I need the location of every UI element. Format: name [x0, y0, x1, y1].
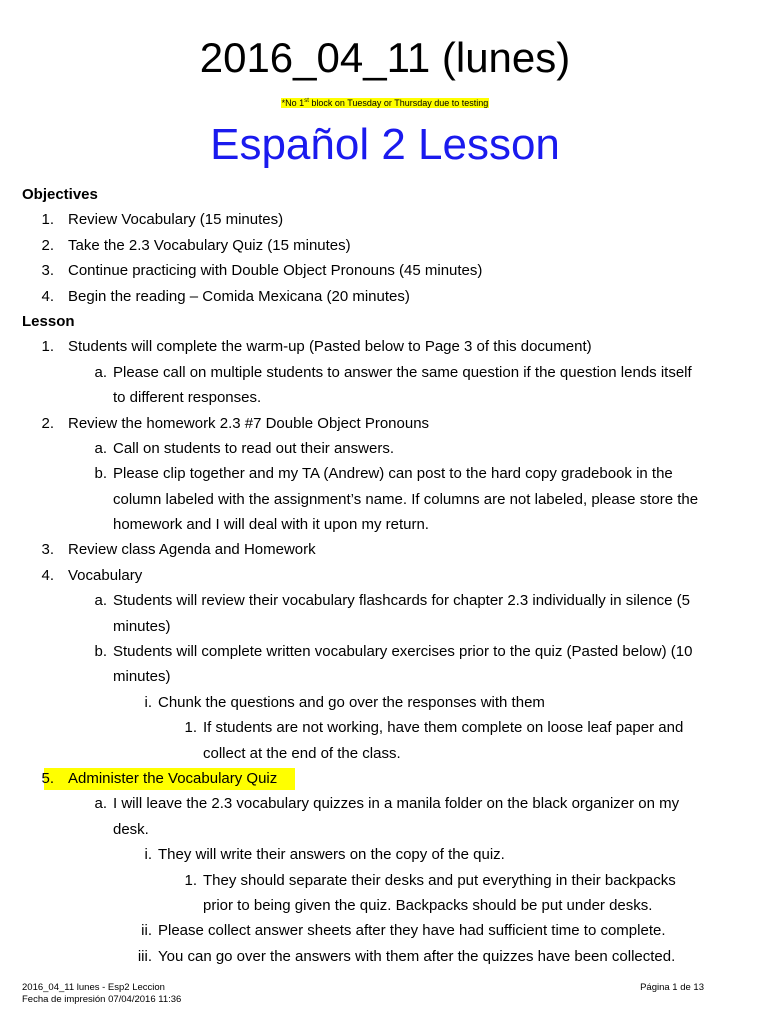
objective-text: Begin the reading – Comida Mexicana (20 minutes): [68, 287, 410, 305]
lesson-step-4bi: [22, 690, 752, 715]
lesson-step-5: [22, 766, 752, 791]
lesson-step-4b: [22, 639, 752, 664]
lesson-step-5a: [22, 791, 752, 816]
step-text: Call on students to read out their answers.: [113, 439, 394, 457]
list-letter: a.: [94, 363, 107, 381]
step-text: Review the homework 2.3 #7 Double Object Pronouns: [68, 414, 430, 432]
objective-item: [22, 284, 752, 309]
lesson-step-5aii: [22, 918, 752, 943]
notice-superscript: st: [304, 98, 309, 104]
list-number: 3.: [41, 541, 54, 559]
step-text: Students will review their vocabulary flashcards for chapter 2.3 individually in silence (5: [113, 592, 690, 610]
testing-notice-highlight: [281, 98, 490, 108]
step-text: Students will complete written vocabulary exercises prior to the quiz (Pasted below) (10: [113, 643, 693, 661]
list-number: 4.: [41, 287, 54, 305]
lesson-step-4bi1-cont: [22, 741, 752, 766]
step-text: You can go over the answers with them after the quizzes have been collected.: [158, 947, 676, 965]
lesson-step-4: [22, 563, 752, 588]
lesson-step-4a: [22, 588, 752, 613]
list-number: 2.: [41, 236, 54, 254]
lesson-step-3: [22, 537, 752, 562]
step-text: They will write their answers on the copy of the quiz.: [158, 846, 505, 864]
lesson-step-5ai1: [22, 868, 752, 893]
notice-prefix: *No 1: [281, 98, 305, 108]
step-text: to different responses.: [113, 389, 262, 407]
footer-page-number: Página 1 de 13: [640, 982, 704, 993]
list-number: 4.: [41, 566, 54, 584]
step-text: Please clip together and my TA (Andrew) can post to the hard copy gradebook in the: [113, 465, 673, 483]
objectives-heading: Objectives: [22, 186, 98, 203]
list-letter: a.: [94, 795, 107, 813]
list-letter: b.: [94, 465, 107, 483]
objective-item: [22, 233, 752, 258]
lesson-step-4b-cont: [22, 664, 752, 689]
lesson-step-2b-cont: [22, 512, 752, 537]
step-text: Students will complete the warm-up (Pasted below to Page 3 of this document): [68, 338, 592, 356]
lesson-title: Español 2 Lesson: [210, 120, 560, 169]
lesson-step-4bi1: [22, 715, 752, 740]
step-text: They should separate their desks and put everything in their backpacks: [203, 871, 676, 889]
page-footer: [22, 982, 704, 1006]
list-number: 1.: [41, 338, 54, 356]
objective-text: Take the 2.3 Vocabulary Quiz (15 minutes): [68, 236, 351, 254]
step-text: Please call on multiple students to answer the same question if the question lends itself: [113, 363, 692, 381]
notice-suffix: block on Tuesday or Thursday due to testing: [308, 98, 489, 108]
lesson-step-5aiii: [22, 944, 752, 969]
footer-doc-name: 2016_04_11 lunes - Esp2 Leccion: [22, 982, 165, 993]
list-number: 1.: [41, 211, 54, 229]
step-text: Chunk the questions and go over the responses with them: [158, 693, 545, 711]
list-roman: ii.: [141, 922, 152, 940]
step-text: minutes): [113, 617, 171, 635]
lesson-step-4a-cont: [22, 614, 752, 639]
lesson-step-2b: [22, 461, 752, 486]
step-text: collect at the end of the class.: [203, 744, 401, 762]
step-text: Please collect answer sheets after they have had sufficient time to complete.: [158, 922, 666, 940]
lesson-step-5ai: [22, 842, 752, 867]
lesson-plan-body: [22, 182, 752, 969]
testing-notice: [0, 94, 770, 110]
step-text: Administer the Vocabulary Quiz: [68, 769, 278, 787]
lesson-step-2b-cont: [22, 487, 752, 512]
step-text: homework and I will deal with it upon my return.: [113, 516, 429, 534]
step-text: minutes): [113, 668, 171, 686]
page-title: 2016_04_11 (lunes): [199, 34, 571, 81]
list-number: 1.: [184, 719, 197, 737]
list-roman: i.: [144, 846, 152, 864]
list-letter: a.: [94, 439, 107, 457]
step-text: desk.: [113, 820, 149, 838]
list-letter: a.: [94, 592, 107, 610]
lesson-step-2a: [22, 436, 752, 461]
lesson-step-1a: [22, 360, 752, 385]
lesson-step-5ai1-cont: [22, 893, 752, 918]
lesson-heading: Lesson: [22, 312, 75, 330]
objective-text: Review Vocabulary (15 minutes): [68, 211, 284, 229]
list-number: 3.: [41, 262, 54, 280]
step-text: Review class Agenda and Homework: [68, 541, 316, 559]
footer-print-date: Fecha de impresión 07/04/2016 11:36: [22, 994, 182, 1005]
step-text: If students are not working, have them complete on loose leaf paper and: [203, 719, 684, 737]
objective-item: [22, 207, 752, 232]
step-text: column labeled with the assignment’s name. If columns are not labeled, please store the: [113, 490, 699, 508]
step-text: prior to being given the quiz. Backpacks should be put under desks.: [203, 896, 653, 914]
lesson-step-2: [22, 411, 752, 436]
lesson-step-1: [22, 334, 752, 359]
list-number: 5.: [41, 769, 54, 787]
step-text: Vocabulary: [68, 566, 143, 584]
list-roman: i.: [144, 693, 152, 711]
step-text: I will leave the 2.3 vocabulary quizzes in a manila folder on the black organizer on my: [113, 795, 680, 813]
objective-item: [22, 258, 752, 283]
list-number: 2.: [41, 414, 54, 432]
objective-text: Continue practicing with Double Object Pronouns (45 minutes): [68, 262, 483, 280]
list-number: 1.: [184, 871, 197, 889]
list-letter: b.: [94, 643, 107, 661]
lesson-step-1a-cont: [22, 385, 752, 410]
list-roman: iii.: [137, 947, 152, 965]
lesson-step-5a-cont: [22, 817, 752, 842]
